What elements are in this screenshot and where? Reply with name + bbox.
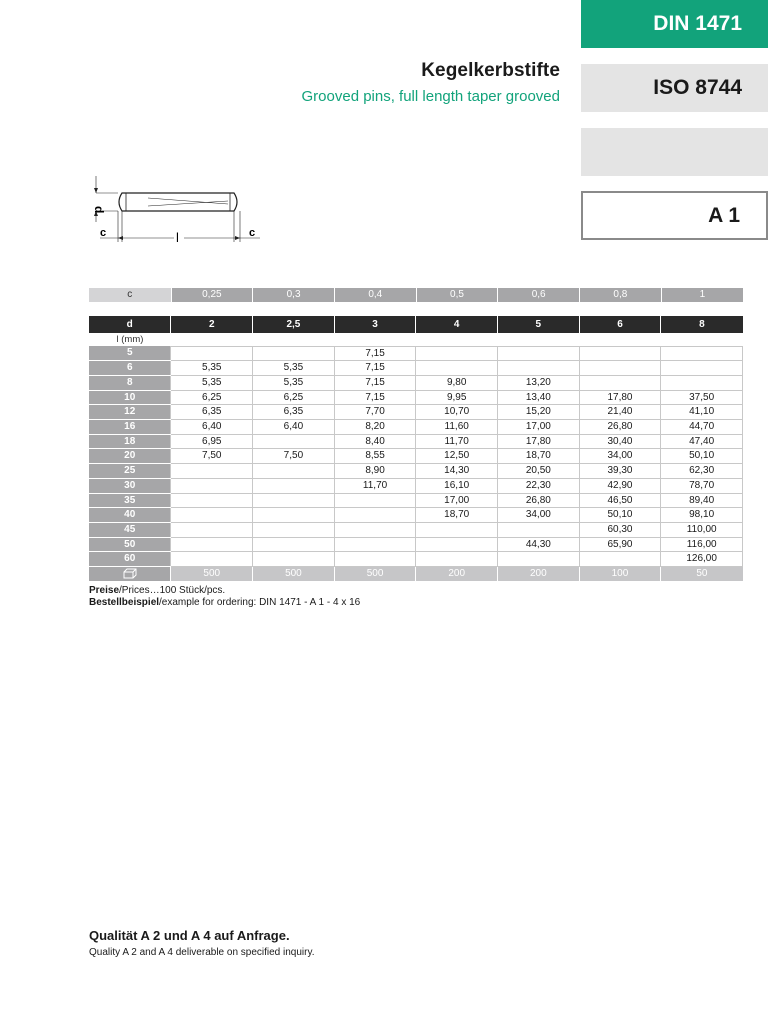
c-value: 1 (661, 288, 743, 302)
price-cell (579, 375, 661, 390)
table-row (89, 508, 743, 523)
price-cell (334, 522, 416, 537)
price-cell: 110,00 (661, 522, 743, 537)
table-row (89, 375, 743, 390)
price-cell: 17,00 (416, 493, 498, 508)
d-header: 6 (579, 316, 661, 333)
length-label: 20 (89, 449, 171, 464)
price-cell: 13,20 (498, 375, 580, 390)
price-cell: 8,55 (334, 449, 416, 464)
l-label: l (176, 230, 179, 245)
price-cell: 34,00 (498, 508, 580, 523)
price-cell: 8,90 (334, 464, 416, 479)
price-cell: 6,35 (171, 405, 253, 420)
price-cell: 6,95 (171, 434, 253, 449)
price-cell: 6,25 (171, 390, 253, 405)
order-note-bold: Bestellbeispiel (89, 597, 160, 608)
price-cell: 8,20 (334, 420, 416, 435)
price-cell: 5,35 (171, 361, 253, 376)
length-label: 35 (89, 493, 171, 508)
price-cell (171, 478, 253, 493)
price-cell: 11,70 (334, 478, 416, 493)
pin-drawing (88, 168, 278, 248)
length-label: 5 (89, 346, 171, 361)
table-row (89, 420, 743, 435)
price-cell: 42,90 (579, 478, 661, 493)
d-header: 2 (171, 316, 253, 333)
price-cell: 47,40 (661, 434, 743, 449)
pin-outline (119, 193, 237, 211)
price-cell: 15,20 (498, 405, 580, 420)
iso-standard-badge: ISO 8744 (581, 64, 768, 112)
price-cell: 11,70 (416, 434, 498, 449)
price-cell: 89,40 (661, 493, 743, 508)
table-row (89, 434, 743, 449)
price-cell: 6,40 (253, 420, 335, 435)
l-arrowhead-right (235, 236, 240, 240)
length-label: 6 (89, 361, 171, 376)
price-cell (661, 375, 743, 390)
price-cell: 34,00 (579, 449, 661, 464)
c-right-label: c (249, 227, 256, 239)
quality-note-de: Qualität A 2 und A 4 auf Anfrage. (89, 928, 290, 943)
price-cell: 7,15 (334, 390, 416, 405)
table-row (89, 464, 743, 479)
length-unit-label: l (mm) (116, 334, 144, 345)
length-label: 12 (89, 405, 171, 420)
notes (89, 585, 360, 609)
table-row (89, 493, 743, 508)
price-cell: 41,10 (661, 405, 743, 420)
price-cell (171, 493, 253, 508)
price-cell: 22,30 (498, 478, 580, 493)
price-cell: 46,50 (579, 493, 661, 508)
length-label: 30 (89, 478, 171, 493)
table-row (89, 552, 743, 567)
price-cell (416, 522, 498, 537)
price-cell: 18,70 (498, 449, 580, 464)
price-cell: 30,40 (579, 434, 661, 449)
c-row (89, 288, 743, 302)
price-cell: 78,70 (661, 478, 743, 493)
price-cell: 39,30 (579, 464, 661, 479)
price-cell (498, 346, 580, 361)
price-cell (171, 346, 253, 361)
price-cell: 7,15 (334, 375, 416, 390)
price-cell (171, 522, 253, 537)
length-label: 8 (89, 375, 171, 390)
price-cell: 20,50 (498, 464, 580, 479)
package-quantity: 50 (661, 567, 743, 582)
prices-note-bold: Preise (89, 585, 120, 596)
price-cell: 14,30 (416, 464, 498, 479)
length-label: 45 (89, 522, 171, 537)
price-cell (253, 552, 335, 567)
price-cell: 9,80 (416, 375, 498, 390)
table-row (89, 346, 743, 361)
price-cell (498, 552, 580, 567)
d-header: 8 (661, 316, 743, 333)
price-cell (253, 508, 335, 523)
price-cell: 98,10 (661, 508, 743, 523)
price-cell: 65,90 (579, 537, 661, 552)
d-label: d (92, 206, 106, 214)
d-header: 4 (416, 316, 498, 333)
package-quantity: 200 (416, 567, 498, 582)
price-cell: 62,30 (661, 464, 743, 479)
diameter-header-row (89, 316, 743, 333)
price-cell: 7,70 (334, 405, 416, 420)
price-cell: 26,80 (498, 493, 580, 508)
table-row (89, 449, 743, 464)
price-cell (416, 537, 498, 552)
d-header: 3 (334, 316, 416, 333)
material-badge: A 1 (581, 191, 768, 240)
price-cell: 44,70 (661, 420, 743, 435)
length-label: 60 (89, 552, 171, 567)
price-cell (253, 464, 335, 479)
price-cell: 21,40 (579, 405, 661, 420)
order-note-text: /example for ordering: DIN 1471 - A 1 - 4 x 16 (159, 597, 361, 608)
c-left-label: c (100, 227, 107, 239)
c-value: 0,3 (253, 288, 335, 302)
price-cell (171, 508, 253, 523)
price-cell (253, 537, 335, 552)
price-cell: 7,15 (334, 346, 416, 361)
quality-note (89, 928, 315, 958)
length-label: 40 (89, 508, 171, 523)
price-cell: 10,70 (416, 405, 498, 420)
package-quantity: 500 (171, 567, 253, 582)
price-cell: 6,25 (253, 390, 335, 405)
length-label: 16 (89, 420, 171, 435)
c-value: 0,6 (498, 288, 580, 302)
price-cell: 50,10 (661, 449, 743, 464)
price-cell: 7,50 (171, 449, 253, 464)
price-cell: 60,30 (579, 522, 661, 537)
price-cell (416, 552, 498, 567)
length-label: 25 (89, 464, 171, 479)
price-cell: 8,40 (334, 434, 416, 449)
price-cell: 6,35 (253, 405, 335, 420)
package-quantity: 500 (334, 567, 416, 582)
table-row (89, 405, 743, 420)
unit-row-spacer (171, 333, 743, 346)
price-cell: 13,40 (498, 390, 580, 405)
price-cell (253, 478, 335, 493)
price-cell: 116,00 (661, 537, 743, 552)
package-quantity: 200 (498, 567, 580, 582)
price-cell: 7,15 (334, 361, 416, 376)
price-cell: 26,80 (579, 420, 661, 435)
price-cell (579, 346, 661, 361)
price-cell (171, 537, 253, 552)
din-standard-badge: DIN 1471 (581, 0, 768, 48)
price-cell: 17,00 (498, 420, 580, 435)
price-cell: 16,10 (416, 478, 498, 493)
d-header-label: d (89, 316, 171, 333)
page-subtitle: Grooved pins, full length taper grooved (301, 88, 560, 105)
chamfer-table (89, 288, 743, 302)
c-value: 0,8 (580, 288, 662, 302)
price-cell: 44,30 (498, 537, 580, 552)
package-quantity: 100 (579, 567, 661, 582)
price-cell (253, 522, 335, 537)
table-row (89, 522, 743, 537)
prices-note-text: /Prices…100 Stück/pcs. (119, 585, 226, 596)
page-title: Kegelkerbstifte (421, 60, 560, 81)
table-row (89, 537, 743, 552)
price-cell: 5,35 (253, 375, 335, 390)
price-cell: 7,50 (253, 449, 335, 464)
c-row-label: c (89, 288, 171, 302)
price-cell (171, 464, 253, 479)
unit-row (89, 333, 743, 346)
price-cell (579, 361, 661, 376)
prices-note (89, 585, 360, 597)
price-table (89, 316, 743, 582)
d-arrowhead-top (94, 188, 98, 193)
price-cell (334, 537, 416, 552)
price-cell: 17,80 (498, 434, 580, 449)
length-label: 50 (89, 537, 171, 552)
price-cell (334, 508, 416, 523)
price-cell: 11,60 (416, 420, 498, 435)
price-cell: 5,35 (253, 361, 335, 376)
packaging-row (89, 567, 743, 582)
table-row (89, 390, 743, 405)
price-cell (171, 552, 253, 567)
price-cell (661, 361, 743, 376)
empty-badge (581, 128, 768, 176)
price-cell: 37,50 (661, 390, 743, 405)
price-cell: 12,50 (416, 449, 498, 464)
length-label: 18 (89, 434, 171, 449)
d-header: 5 (498, 316, 580, 333)
price-cell (334, 552, 416, 567)
price-cell: 17,80 (579, 390, 661, 405)
price-cell (579, 552, 661, 567)
package-quantity: 500 (253, 567, 335, 582)
price-cell (498, 522, 580, 537)
box-icon (89, 567, 171, 582)
price-cell: 18,70 (416, 508, 498, 523)
price-cell: 126,00 (661, 552, 743, 567)
c-value: 0,25 (171, 288, 253, 302)
table-row (89, 478, 743, 493)
price-cell (253, 493, 335, 508)
length-label: 10 (89, 390, 171, 405)
price-cell: 50,10 (579, 508, 661, 523)
price-cell: 6,40 (171, 420, 253, 435)
c-value: 0,5 (416, 288, 498, 302)
order-note (89, 597, 360, 609)
grooved-pin-diagram (88, 168, 278, 248)
table-row (89, 361, 743, 376)
quality-note-en: Quality A 2 and A 4 deliverable on specified inquiry. (89, 947, 315, 958)
price-cell (253, 346, 335, 361)
price-cell (334, 493, 416, 508)
price-cell: 9,95 (416, 390, 498, 405)
price-cell: 5,35 (171, 375, 253, 390)
price-cell (253, 434, 335, 449)
price-cell (498, 361, 580, 376)
d-header: 2,5 (253, 316, 335, 333)
c-value: 0,4 (334, 288, 416, 302)
price-cell (416, 346, 498, 361)
price-cell (661, 346, 743, 361)
price-cell (416, 361, 498, 376)
